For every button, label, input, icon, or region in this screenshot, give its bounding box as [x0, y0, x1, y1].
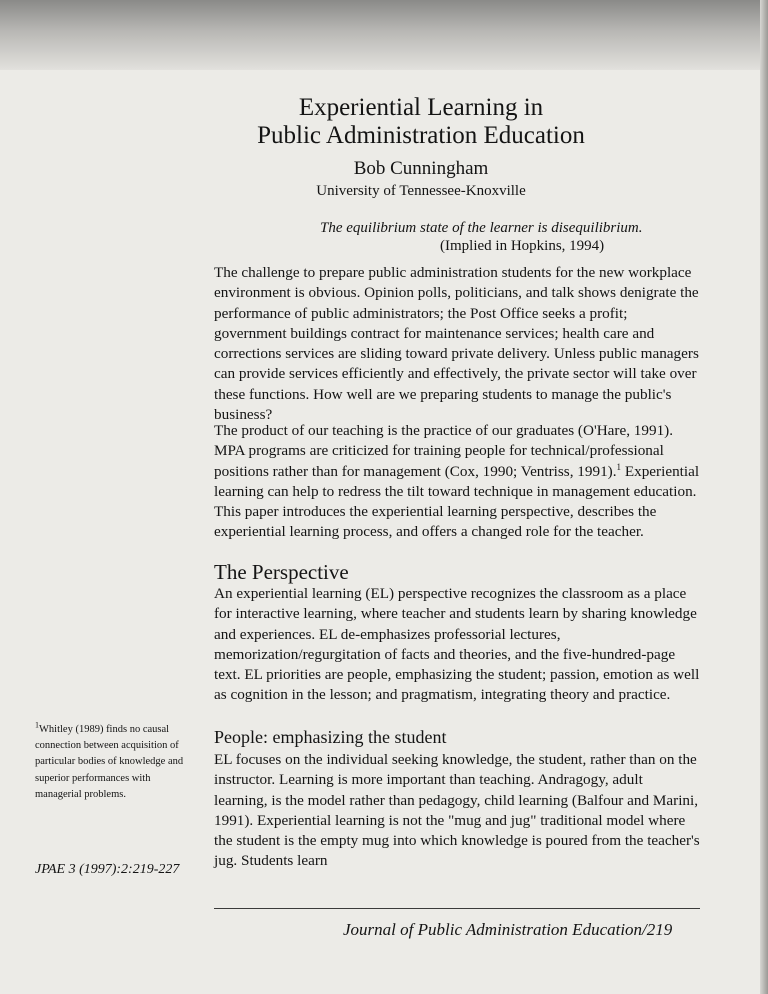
epigraph-quote: The equilibrium state of the learner is disequilibrium. [320, 220, 643, 236]
epigraph-citation: (Implied in Hopkins, 1994) [440, 238, 605, 254]
section-heading-perspective: The Perspective [214, 560, 349, 584]
footnote-mark: 1 [35, 720, 39, 730]
article-title-line-2: Public Administration Education [257, 122, 585, 149]
article-title-line-1: Experiential Learning in [298, 94, 544, 121]
footnote-text: Whitley (1989) finds no causal connection between acquisition of particular bodies of knowledge and superior performances with managerial problems. [35, 724, 184, 800]
people-paragraph [214, 750, 700, 872]
footnote [35, 722, 185, 803]
intro-paragraph-2 [214, 421, 700, 543]
section-heading-people: People: emphasizing the student [214, 727, 447, 747]
footnote-reference-mark: 1 [616, 461, 622, 472]
people-paragraph-text: EL focuses on the individual seeking knowledge, the student, rather than on the instructor. Learning is more important than teaching. Andragogy, adult learning, is the model rather than pedagogy, child learning (Balfour and Marini, 1991). Experiential learning is not the "mug and jug" traditional model where the student is the empty mug into which knowledge is poured from the teacher's jug. Students learn [214, 751, 700, 870]
perspective-paragraph [214, 584, 700, 706]
footer-rule [214, 908, 700, 909]
intro-paragraph-2-part-a: The product of our teaching is the practice of our graduates (O'Hare, 1991). MPA programs are criticized for training people for technical/professional positions rather than for management (Cox, 1990; Ventriss, 1991). [214, 422, 674, 480]
perspective-paragraph-text: An experiential learning (EL) perspective recognizes the classroom as a place for interactive learning, where teacher and students learn by sharing knowledge and experiences. EL de-emphasizes professorial lectures, memorization/regurgitation of facts and theories, and the five-hundred-page text. EL priorities are people, emphasizing the student; passion, emotion as well as cognition in the lesson; and pragmatism, integrating theory and practice. [214, 585, 700, 704]
running-footer: Journal of Public Administration Education/219 [343, 920, 673, 939]
author-affiliation: University of Tennessee-Knoxville [316, 183, 526, 199]
intro-paragraph-2-text [214, 421, 700, 543]
intro-paragraph-1 [214, 263, 700, 425]
intro-paragraph-2-part-b: Experiential learning can help to redress the tilt toward technique in management education. This paper introduces the experiential learning perspective, describes the experiential learning process, and offers a changed role for the teacher. [214, 462, 700, 541]
journal-citation-margin: JPAE 3 (1997):2:219-227 [35, 862, 180, 877]
author-name: Bob Cunningham [353, 158, 489, 179]
intro-paragraph-1-text: The challenge to prepare public administration students for the new workplace environment is obvious. Opinion polls, politicians, and talk shows denigrate the performance of public administrators; the Post Office seeks a profit; government buildings contract for maintenance services; health care and corrections services are sliding toward private delivery. Unless public managers can provide services efficiently and effectively, the private sector will take over these functions. How well are we preparing students to manage the public's business? [214, 264, 699, 424]
